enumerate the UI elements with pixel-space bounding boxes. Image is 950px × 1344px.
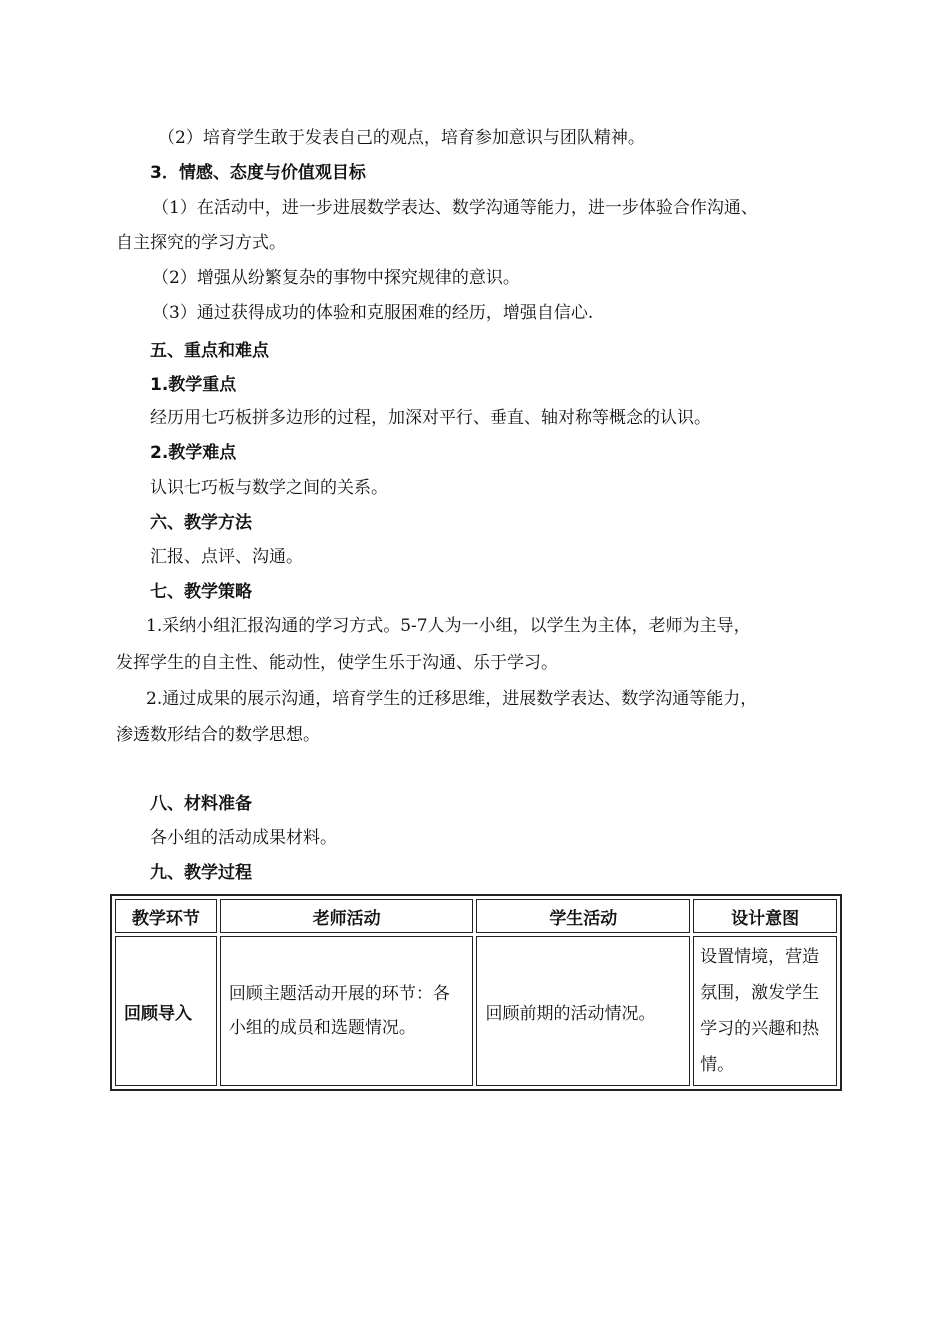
paragraph: 自主探究的学习方式。 <box>116 233 286 253</box>
section-heading: 七、教学策略 <box>150 582 252 602</box>
paragraph: 汇报、点评、沟通。 <box>150 547 303 567</box>
column-header-intent: 设计意图 <box>693 899 837 933</box>
paragraph: （3）通过获得成功的体验和克服困难的经历，增强自信心. <box>152 303 594 323</box>
paragraph: （2）增强从纷繁复杂的事物中探究规律的意识。 <box>152 268 520 288</box>
section-heading: 八、材料准备 <box>150 794 252 814</box>
section-heading: 3．情感、态度与价值观目标 <box>150 163 366 183</box>
column-header-teacher: 老师活动 <box>220 899 474 933</box>
paragraph: 各小组的活动成果材料。 <box>150 828 337 848</box>
table-row <box>115 936 837 1086</box>
paragraph: 认识七巧板与数学之间的关系。 <box>150 478 388 498</box>
cell-stage: 回顾导入 <box>115 936 217 1086</box>
section-heading: 六、教学方法 <box>150 513 252 533</box>
cell-teacher-activity: 回顾主题活动开展的环节：各小组的成员和选题情况。 <box>220 936 474 1086</box>
section-heading: 五、重点和难点 <box>150 341 269 361</box>
column-header-stage: 教学环节 <box>115 899 217 933</box>
table-header-row <box>115 899 837 933</box>
paragraph: 1.采纳小组汇报沟通的学习方式。5-7人为一小组，以学生为主体，老师为主导， <box>146 616 751 636</box>
cell-student-activity: 回顾前期的活动情况。 <box>476 936 690 1086</box>
teaching-process-table <box>110 894 842 1091</box>
paragraph: 渗透数形结合的数学思想。 <box>116 725 320 745</box>
section-heading: 九、教学过程 <box>150 863 252 883</box>
column-header-student: 学生活动 <box>476 899 690 933</box>
paragraph: 2.通过成果的展示沟通，培育学生的迁移思维，进展数学表达、数学沟通等能力， <box>146 689 758 709</box>
subsection-heading: 2.教学难点 <box>150 443 237 463</box>
paragraph: （2）培育学生敢于发表自己的观点，培育参加意识与团队精神。 <box>158 128 645 148</box>
cell-design-intent: 设置情境，营造氛围，激发学生学习的兴趣和热情。 <box>693 936 837 1086</box>
paragraph: 发挥学生的自主性、能动性，使学生乐于沟通、乐于学习。 <box>116 653 558 673</box>
paragraph: 经历用七巧板拼多边形的过程，加深对平行、垂直、轴对称等概念的认识。 <box>150 408 711 428</box>
subsection-heading: 1.教学重点 <box>150 375 237 395</box>
paragraph: （1）在活动中，进一步进展数学表达、数学沟通等能力，进一步体验合作沟通、 <box>152 198 758 218</box>
